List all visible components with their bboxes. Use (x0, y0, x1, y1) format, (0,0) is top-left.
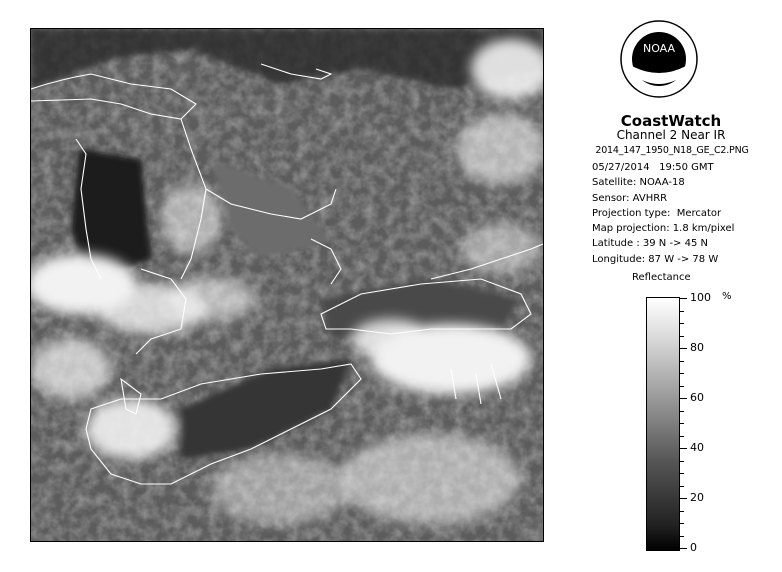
legend-title: Reflectance (632, 272, 691, 283)
map-projection-label: Map projection: 1.8 km/pixel (592, 223, 735, 235)
colorbar-tick-label: 100 (690, 291, 711, 304)
datetime-label: 05/27/2014 19:50 GMT (592, 162, 714, 173)
colorbar-tick (679, 386, 684, 387)
satellite-image (30, 28, 544, 542)
colorbar-tick-label: 40 (690, 441, 704, 454)
colorbar-tick (679, 361, 684, 362)
colorbar-tick (679, 398, 687, 399)
colorbar-tick (679, 461, 684, 462)
colorbar-tick (679, 436, 684, 437)
latitude-label: Latitude : 39 N -> 45 N (592, 238, 708, 250)
colorbar-tick (679, 373, 684, 374)
colorbar-tick (679, 473, 684, 474)
channel-subtitle: Channel 2 Near IR (616, 128, 726, 142)
colorbar-tick (679, 323, 684, 324)
reflectance-colorbar (646, 297, 680, 551)
colorbar-tick (679, 336, 684, 337)
svg-text:NOAA: NOAA (642, 42, 676, 55)
sensor-label: Sensor: AVHRR (592, 192, 668, 204)
satellite-label: Satellite: NOAA-18 (592, 177, 685, 189)
colorbar-tick (679, 298, 687, 299)
colorbar-tick (679, 311, 684, 312)
app-title: CoastWatch (620, 112, 722, 130)
colorbar-tick (679, 423, 684, 424)
legend-unit: % (722, 291, 732, 302)
colorbar-tick-label: 20 (690, 491, 704, 504)
projection-type-label: Projection type: Mercator (592, 207, 722, 219)
colorbar-tick (679, 411, 684, 412)
colorbar-tick (679, 511, 684, 512)
colorbar-tick-label: 60 (690, 391, 704, 404)
colorbar-tick (679, 498, 687, 499)
colorbar-tick (679, 536, 684, 537)
colorbar-tick (679, 486, 684, 487)
colorbar-tick (679, 448, 687, 449)
image-filename: 2014_147_1950_N18_GE_C2.PNG (595, 145, 749, 156)
colorbar-tick-label: 0 (690, 541, 697, 554)
metadata-block (592, 160, 734, 267)
longitude-label: Longitude: 87 W -> 78 W (592, 253, 719, 265)
colorbar-tick (679, 348, 687, 349)
noaa-logo (618, 18, 700, 108)
colorbar-tick (679, 523, 684, 524)
colorbar-tick (679, 548, 687, 549)
colorbar-tick-label: 80 (690, 341, 704, 354)
